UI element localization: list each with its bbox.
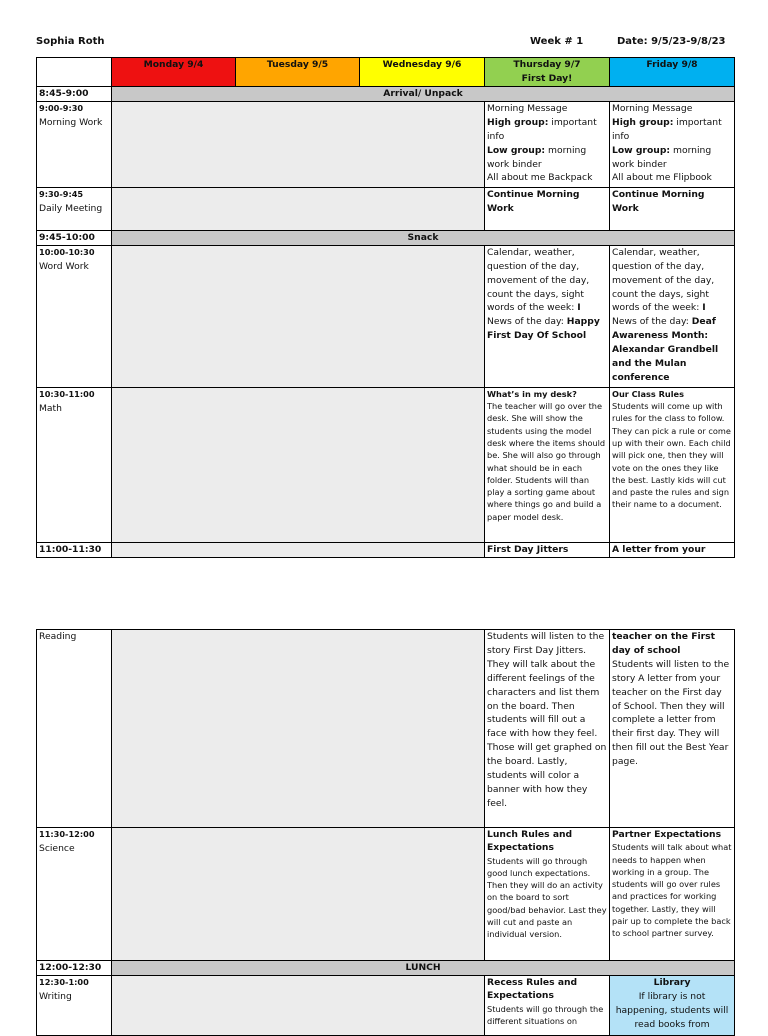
gray-block-morning <box>112 101 485 187</box>
time-snack: 9:45-10:00 <box>37 230 112 245</box>
friday-science: Partner Expectations Students will talk about what needs to happen when working in a group. The students will go over rules and practices for working together. Lastly, they will pair up to complete the back to school partner survey. <box>610 828 735 961</box>
row-writing <box>37 975 735 1035</box>
thursday-writing: Recess Rules and Expectations Students will go through the different situations on <box>485 975 610 1035</box>
lesson-plan-table-page-2 <box>36 629 735 1036</box>
row-snack <box>37 230 735 245</box>
row-daily-meeting <box>37 187 735 230</box>
gray-block-word <box>112 245 485 387</box>
corner-cell <box>37 58 112 87</box>
time-daily-meeting: 9:30-9:45 Daily Meeting <box>37 187 112 230</box>
thursday-daily-meeting: Continue Morning Work <box>485 187 610 230</box>
day-header-monday: Monday 9/4 <box>112 58 236 87</box>
time-lunch: 12:00-12:30 <box>37 961 112 976</box>
row-math <box>37 387 735 542</box>
row-morning-work <box>37 101 735 187</box>
time-science: 11:30-12:00 Science <box>37 828 112 961</box>
time-morning-work: 9:00-9:30 Morning Work <box>37 101 112 187</box>
thursday-morning-work: Morning Message High group: important info Low group: morning work binder All about me Backpack <box>485 101 610 187</box>
arrival-bar: Arrival/ Unpack <box>112 87 735 102</box>
gray-block-writing <box>112 975 485 1035</box>
teacher-name: Sophia Roth <box>36 36 105 47</box>
day-header-thursday: Thursday 9/7 First Day! <box>485 58 610 87</box>
row-reading <box>37 630 735 828</box>
row-reading-start <box>37 542 735 557</box>
gray-block-reading-start <box>112 542 485 557</box>
lunch-bar: LUNCH <box>112 961 735 976</box>
friday-reading-title: A letter from your <box>610 542 735 557</box>
lesson-plan-table-page-1 <box>36 57 735 558</box>
friday-reading: teacher on the First day of school Students will listen to the story A letter from your teacher on the First day of School. Then they will complete a letter from their first day. They will then fill out the Best Year page. <box>610 630 735 828</box>
day-header-friday: Friday 9/8 <box>610 58 735 87</box>
day-header-tuesday: Tuesday 9/5 <box>236 58 360 87</box>
time-writing: 12:30-1:00 Writing <box>37 975 112 1035</box>
thursday-math: What’s in my desk? The teacher will go over the desk. She will show the students using the model desk where the items should be. She will also go through what should be in each folder. Students will than play a sorting game about where things go and build a paper model desk. <box>485 387 610 542</box>
row-lunch <box>37 961 735 976</box>
time-math: 10:30-11:00 Math <box>37 387 112 542</box>
time-word-work: 10:00-10:30 Word Work <box>37 245 112 387</box>
thursday-reading: Students will listen to the story First Day Jitters. They will talk about the different feelings of the characters and list them on the board. Then students will fill out a face with how they feel. Those will get graphed on the board. Lastly, students will color a banner with how they feel. <box>485 630 610 828</box>
day-header-wednesday: Wednesday 9/6 <box>360 58 485 87</box>
gray-block-reading <box>112 630 485 828</box>
week-number: Week # 1 <box>530 36 584 47</box>
snack-bar: Snack <box>112 230 735 245</box>
friday-library: Library If library is not happening, students will read books from <box>610 975 735 1035</box>
gray-block-science <box>112 828 485 961</box>
row-science <box>37 828 735 961</box>
friday-morning-work: Morning Message High group: important info Low group: morning work binder All about me Flipbook <box>610 101 735 187</box>
date-range: Date: 9/5/23-9/8/23 <box>617 36 726 47</box>
gray-block-math <box>112 387 485 542</box>
row-word-work <box>37 245 735 387</box>
time-reading: 11:00-11:30 <box>37 542 112 557</box>
time-arrival: 8:45-9:00 <box>37 87 112 102</box>
thursday-reading-title: First Day Jitters <box>485 542 610 557</box>
friday-math: Our Class Rules Students will come up with rules for the class to follow. They can pick a rule or come up with their own. Each child will pick one, then they will vote on the ones they like the best. Lastly kids will cut and paste the rules and sign their name to a document. <box>610 387 735 542</box>
friday-word-work: Calendar, weather, question of the day, movement of the day, count the days, sight words of the week: I News of the day: Deaf Awareness Month: Alexandar Grandbell and the Mulan conference <box>610 245 735 387</box>
friday-daily-meeting: Continue Morning Work <box>610 187 735 230</box>
row-arrival <box>37 87 735 102</box>
day-header-row <box>37 58 735 87</box>
gray-block-daily <box>112 187 485 230</box>
thursday-science: Lunch Rules and Expectations Students will go through good lunch expectations. Then they will do an activity on the board to sort good/bad behavior. Last they will cut and paste an individual version. <box>485 828 610 961</box>
subject-reading: Reading <box>37 630 112 828</box>
thursday-word-work: Calendar, weather, question of the day, movement of the day, count the days, sight words of the week: I News of the day: Happy First Day Of School <box>485 245 610 387</box>
